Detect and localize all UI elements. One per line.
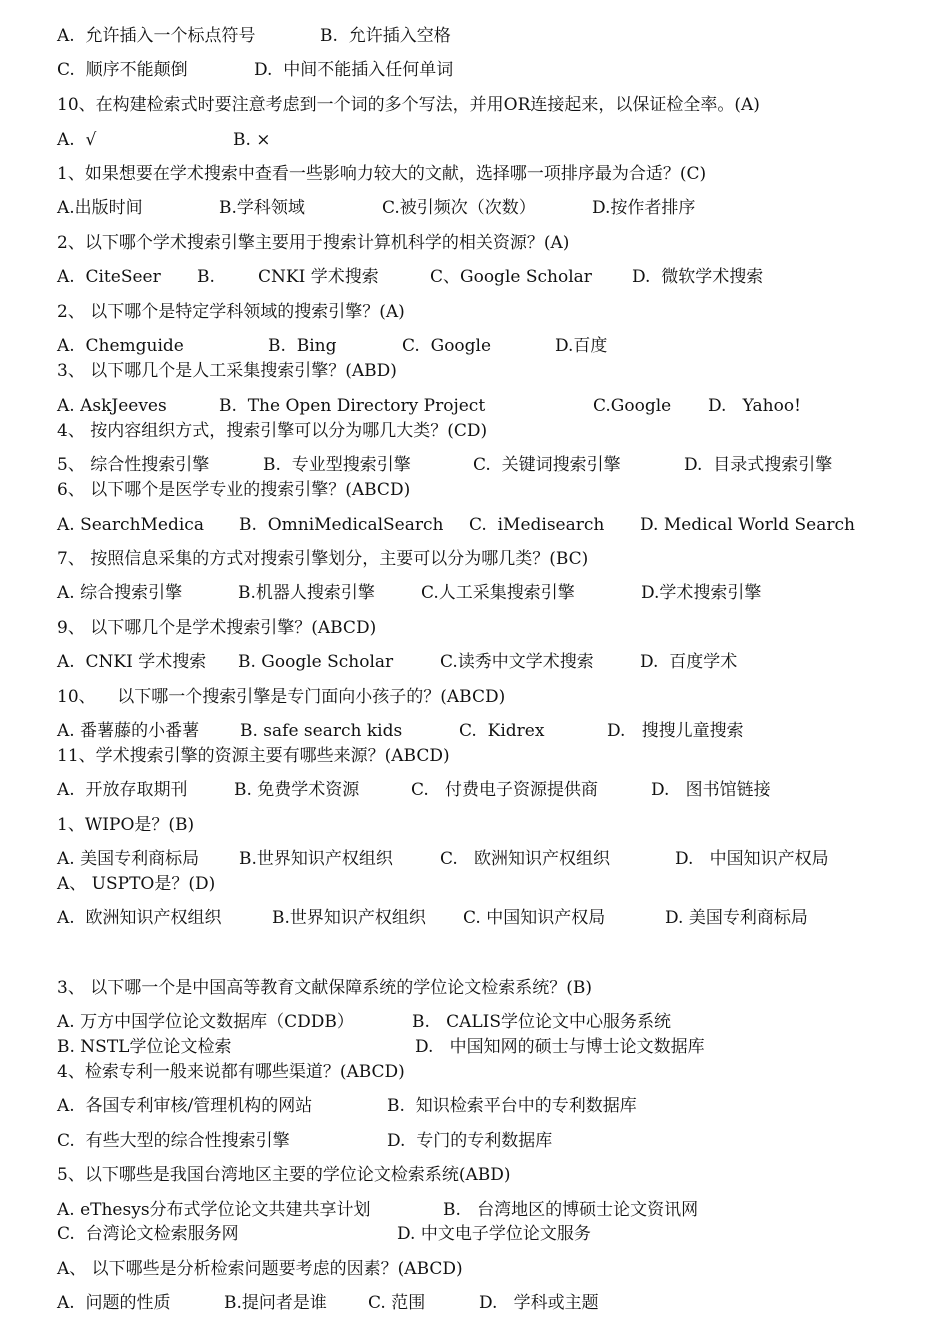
option-text: A. eThesys分布式学位论文共建共享计划 (57, 1200, 371, 1220)
option-text: A. 允许插入一个标点符号 (57, 26, 256, 46)
option-text: C. 关键词搜索引擎 (473, 455, 621, 475)
question-text: 6、 以下哪个是医学专业的搜索引擎？(ABCD) (57, 480, 411, 500)
option-text: D. 中国知识产权局 (675, 849, 829, 869)
question-text: 10、 以下哪一个搜索引擎是专门面向小孩子的？(ABCD) (57, 687, 506, 707)
option-text: A. 综合搜索引擎 (57, 583, 183, 603)
option-text: A. 各国专利审核/管理机构的网站 (57, 1096, 313, 1116)
option-text: A. Chemguide (57, 336, 184, 356)
option-text: A. SearchMedica (57, 515, 204, 535)
option-text: B.世界知识产权组织 (272, 908, 426, 928)
question-text: 4、 按内容组织方式，搜索引擎可以分为哪几大类？(CD) (57, 421, 488, 441)
option-text: C.人工采集搜索引擎 (421, 583, 575, 603)
option-text: C. 中国知识产权局 (463, 908, 606, 928)
option-text: B. 专业型搜索引擎 (263, 455, 411, 475)
option-text: D. Yahoo! (708, 396, 801, 416)
option-text: B. OmniMedicalSearch (239, 515, 444, 535)
option-text: C.被引频次（次数） (382, 198, 536, 218)
option-text: A. √ (57, 130, 97, 150)
option-text: B. Bing (268, 336, 337, 356)
option-text: D.按作者排序 (592, 198, 696, 218)
option-text: C. 有些大型的综合性搜索引擎 (57, 1131, 290, 1151)
option-text: B. safe search kids (240, 721, 403, 741)
option-text: A. 欧洲知识产权组织 (57, 908, 222, 928)
option-text: D. 搜搜儿童搜索 (607, 721, 744, 741)
question-text: 1、如果想要在学术搜索中查看一些影响力较大的文献，选择哪一项排序最为合适？(C) (57, 164, 707, 184)
option-text: D. 中间不能插入任何单词 (254, 60, 454, 80)
option-text: B.学科领域 (219, 198, 305, 218)
option-text: A. 开放存取期刊 (57, 780, 188, 800)
option-text: A. 番薯藤的小番薯 (57, 721, 200, 741)
option-text: A. 万方中国学位论文数据库（CDDB） (57, 1012, 354, 1032)
option-text: B. × (233, 130, 271, 150)
option-text: D.学术搜索引擎 (641, 583, 762, 603)
option-text: B. (197, 267, 215, 287)
option-text: B. The Open Directory Project (219, 396, 486, 416)
question-text: 9、 以下哪几个是学术搜索引擎？(ABCD) (57, 618, 377, 638)
option-text: 5、 综合性搜索引擎 (57, 455, 210, 475)
option-text: B. 免费学术资源 (234, 780, 360, 800)
option-text: D. 专门的专利数据库 (387, 1131, 553, 1151)
option-text: B. 知识检索平台中的专利数据库 (387, 1096, 637, 1116)
option-text: C.Google (593, 396, 672, 416)
option-text: A. AskJeeves (57, 396, 167, 416)
option-text: A. CiteSeer (57, 267, 161, 287)
question-text: 7、 按照信息采集的方式对搜索引擎划分，主要可以分为哪几类？(BC) (57, 549, 589, 569)
option-text: C. 台湾论文检索服务网 (57, 1224, 239, 1244)
option-text: B. Google Scholar (238, 652, 394, 672)
question-text: 1、WIPO是？(B) (57, 815, 195, 835)
option-text: D. Medical World Search (640, 515, 855, 535)
option-text: B. 台湾地区的博硕士论文资讯网 (443, 1200, 699, 1220)
option-text: C. iMedisearch (469, 515, 605, 535)
option-text: D. 中国知网的硕士与博士论文数据库 (415, 1037, 705, 1057)
option-text: B.世界知识产权组织 (239, 849, 393, 869)
option-text: A. CNKI 学术搜索 (57, 652, 207, 672)
question-text: A、 USPTO是？(D) (57, 874, 216, 894)
option-text: C、Google Scholar (430, 267, 592, 287)
option-text: B. CALIS学位论文中心服务系统 (412, 1012, 672, 1032)
option-text: D.百度 (555, 336, 608, 356)
question-text: 5、以下哪些是我国台湾地区主要的学位论文检索系统(ABD) (57, 1165, 511, 1185)
option-text: C. Google (402, 336, 492, 356)
option-text: C. Kidrex (459, 721, 545, 741)
option-text: CNKI 学术搜索 (258, 267, 379, 287)
question-text: 2、以下哪个学术搜索引擎主要用于搜索计算机科学的相关资源？(A) (57, 233, 570, 253)
option-text: C.读秀中文学术搜索 (440, 652, 594, 672)
option-text: C. 付费电子资源提供商 (411, 780, 599, 800)
option-text: C. 顺序不能颠倒 (57, 60, 188, 80)
question-text: 3、 以下哪几个是人工采集搜索引擎？(ABD) (57, 361, 397, 381)
option-text: D. 目录式搜索引擎 (684, 455, 833, 475)
question-text: 11、学术搜索引擎的资源主要有哪些来源？(ABCD) (57, 746, 450, 766)
option-text: A. 问题的性质 (57, 1293, 171, 1313)
option-text: D. 百度学术 (640, 652, 738, 672)
option-text: D. 中文电子学位论文服务 (397, 1224, 591, 1244)
option-text: D. 微软学术搜索 (632, 267, 764, 287)
option-text: C. 范围 (368, 1293, 426, 1313)
question-text: 10、在构建检索式时要注意考虑到一个词的多个写法，并用OR连接起来，以保证检全率。(A) (57, 95, 760, 115)
option-text: B.机器人搜索引擎 (238, 583, 375, 603)
option-text: B.提问者是谁 (224, 1293, 327, 1313)
option-text: B. NSTL学位论文检索 (57, 1037, 232, 1057)
option-text: D. 学科或主题 (479, 1293, 599, 1313)
option-text: D. 图书馆链接 (651, 780, 771, 800)
question-text: A、 以下哪些是分析检索问题要考虑的因素？(ABCD) (57, 1259, 463, 1279)
option-text: D. 美国专利商标局 (665, 908, 808, 928)
question-text: 3、 以下哪一个是中国高等教育文献保障系统的学位论文检索系统？(B) (57, 978, 592, 998)
option-text: A. 美国专利商标局 (57, 849, 200, 869)
option-text: B. 允许插入空格 (320, 26, 451, 46)
option-text: A.出版时间 (57, 198, 143, 218)
question-text: 4、检索专利一般来说都有哪些渠道？(ABCD) (57, 1062, 405, 1082)
option-text: C. 欧洲知识产权组织 (440, 849, 611, 869)
question-text: 2、 以下哪个是特定学科领域的搜索引擎？(A) (57, 302, 405, 322)
